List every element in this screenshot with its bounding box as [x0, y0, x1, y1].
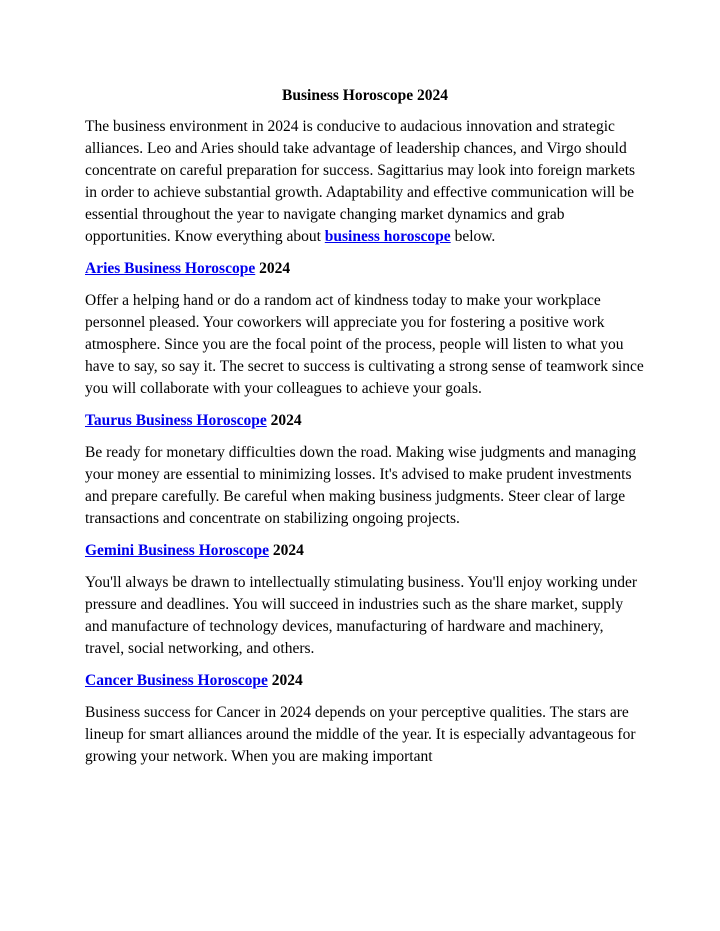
cancer-horoscope-link[interactable]: Cancer Business Horoscope: [85, 672, 268, 689]
section-body-taurus: Be ready for monetary difficulties down the road. Making wise judgments and managing your money are essential to minimizing losses. It's advised to make prudent investments and prepare carefully. Be careful when making business judgments. Steer clear of large transactions and concentrate on stabilizing ongoing projects.: [85, 444, 637, 527]
section-heading-suffix: 2024: [255, 260, 291, 277]
intro-paragraph: [85, 116, 645, 248]
intro-after-link: below.: [450, 228, 496, 245]
section-body-cancer: Business success for Cancer in 2024 depends on your perceptive qualities. The stars are lineup for smart alliances around the middle of the year. It is especially advantageous for growing your network. When you are making important: [85, 704, 636, 765]
section-heading-aries: [85, 258, 645, 280]
gemini-horoscope-link[interactable]: Gemini Business Horoscope: [85, 542, 270, 559]
section-body-aries: Offer a helping hand or do a random act of kindness today to make your workplace personnel pleased. Your coworkers will appreciate you for fostering a positive work atmosphere. Since you are the focal point of the process, people will listen to what you have to say, so say it. The secret to success is cultivating a strong sense of teamwork since you will collaborate with your colleagues to achieve your goals.: [85, 292, 644, 397]
section-heading-cancer: [85, 670, 645, 692]
section-heading-suffix: 2024: [266, 412, 302, 429]
aries-horoscope-link[interactable]: Aries Business Horoscope: [85, 260, 256, 277]
document-page: [85, 86, 645, 768]
section-heading-taurus: [85, 410, 645, 432]
taurus-horoscope-link[interactable]: Taurus Business Horoscope: [85, 412, 267, 429]
section-heading-suffix: 2024: [267, 672, 303, 689]
section-heading-suffix: 2024: [269, 542, 304, 559]
business-horoscope-link[interactable]: business horoscope: [324, 228, 451, 245]
intro-text: The business environment in 2024 is conducive to audacious innovation and strategic alliances. Leo and Aries should take advantage of leadership chances, and Virgo should concentrate on careful preparation for success. Sagittarius may look into foreign markets in order to achieve substantial growth. Adaptability and effective communication will be essential throughout the year to navigate changing market dynamics and grab opportunities. Know everything about: [85, 118, 636, 245]
section-heading-gemini: [85, 540, 645, 562]
section-body-gemini: You'll always be drawn to intellectually stimulating business. You'll enjoy working under pressure and deadlines. You will succeed in industries such as the share market, supply and manufacture of technology devices, manufacturing of hardware and machinery, travel, social networking, and others.: [85, 574, 638, 657]
document-title: Business Horoscope 2024: [282, 87, 448, 104]
